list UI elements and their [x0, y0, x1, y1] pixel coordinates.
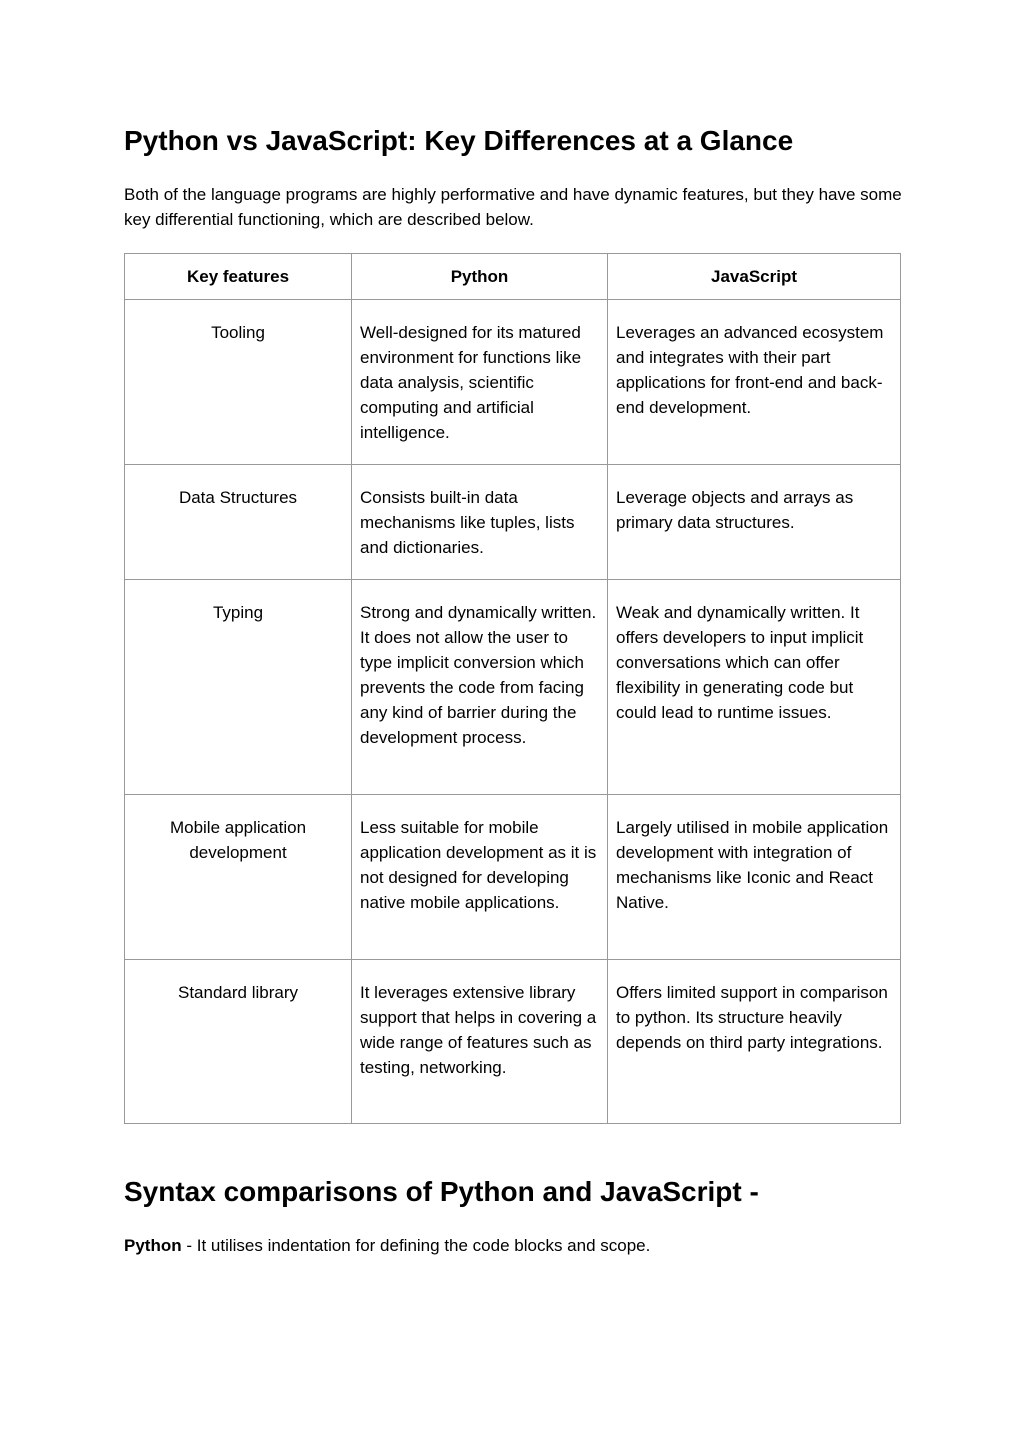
comparison-table — [124, 253, 901, 1124]
python-note — [124, 1233, 904, 1258]
feature-cell: Typing — [125, 580, 352, 795]
table-row — [125, 465, 901, 580]
javascript-cell: Offers limited support in comparison to python. Its structure heavily depends on third party integrations. — [608, 960, 901, 1124]
header-javascript: JavaScript — [608, 254, 901, 300]
table-row — [125, 300, 901, 465]
python-cell: Strong and dynamically written. It does not allow the user to type implicit conversion which prevents the code from facing any kind of barrier during the development process. — [352, 580, 608, 795]
table-row — [125, 960, 901, 1124]
javascript-cell: Leverage objects and arrays as primary data structures. — [608, 465, 901, 580]
python-label: Python — [124, 1236, 182, 1255]
table-row — [125, 580, 901, 795]
header-key-features: Key features — [125, 254, 352, 300]
feature-cell: Mobile application development — [125, 795, 352, 960]
javascript-cell: Weak and dynamically written. It offers developers to input implicit conversations which can offer flexibility in generating code but could lead to runtime issues. — [608, 580, 901, 795]
page-title: Python vs JavaScript: Key Differences at a Glance — [124, 125, 794, 156]
intro-paragraph: Both of the language programs are highly performative and have dynamic features, but they have some key differential functioning, which are described below. — [124, 185, 902, 229]
python-cell: Consists built-in data mechanisms like tuples, lists and dictionaries. — [352, 465, 608, 580]
table-header-row — [125, 254, 901, 300]
feature-cell: Standard library — [125, 960, 352, 1124]
javascript-cell: Largely utilised in mobile application development with integration of mechanisms like Iconic and React Native. — [608, 795, 901, 960]
python-cell: Less suitable for mobile application development as it is not designed for developing native mobile applications. — [352, 795, 608, 960]
python-cell: It leverages extensive library support that helps in covering a wide range of features such as testing, networking. — [352, 960, 608, 1124]
header-python: Python — [352, 254, 608, 300]
section-heading: Syntax comparisons of Python and JavaScript - — [124, 1176, 759, 1207]
python-cell: Well-designed for its matured environment for functions like data analysis, scientific computing and artificial intelligence. — [352, 300, 608, 465]
table-row — [125, 795, 901, 960]
python-note-text: - It utilises indentation for defining the code blocks and scope. — [181, 1236, 651, 1255]
feature-cell: Tooling — [125, 300, 352, 465]
feature-cell: Data Structures — [125, 465, 352, 580]
javascript-cell: Leverages an advanced ecosystem and integrates with their part applications for front-end and back-end development. — [608, 300, 901, 465]
